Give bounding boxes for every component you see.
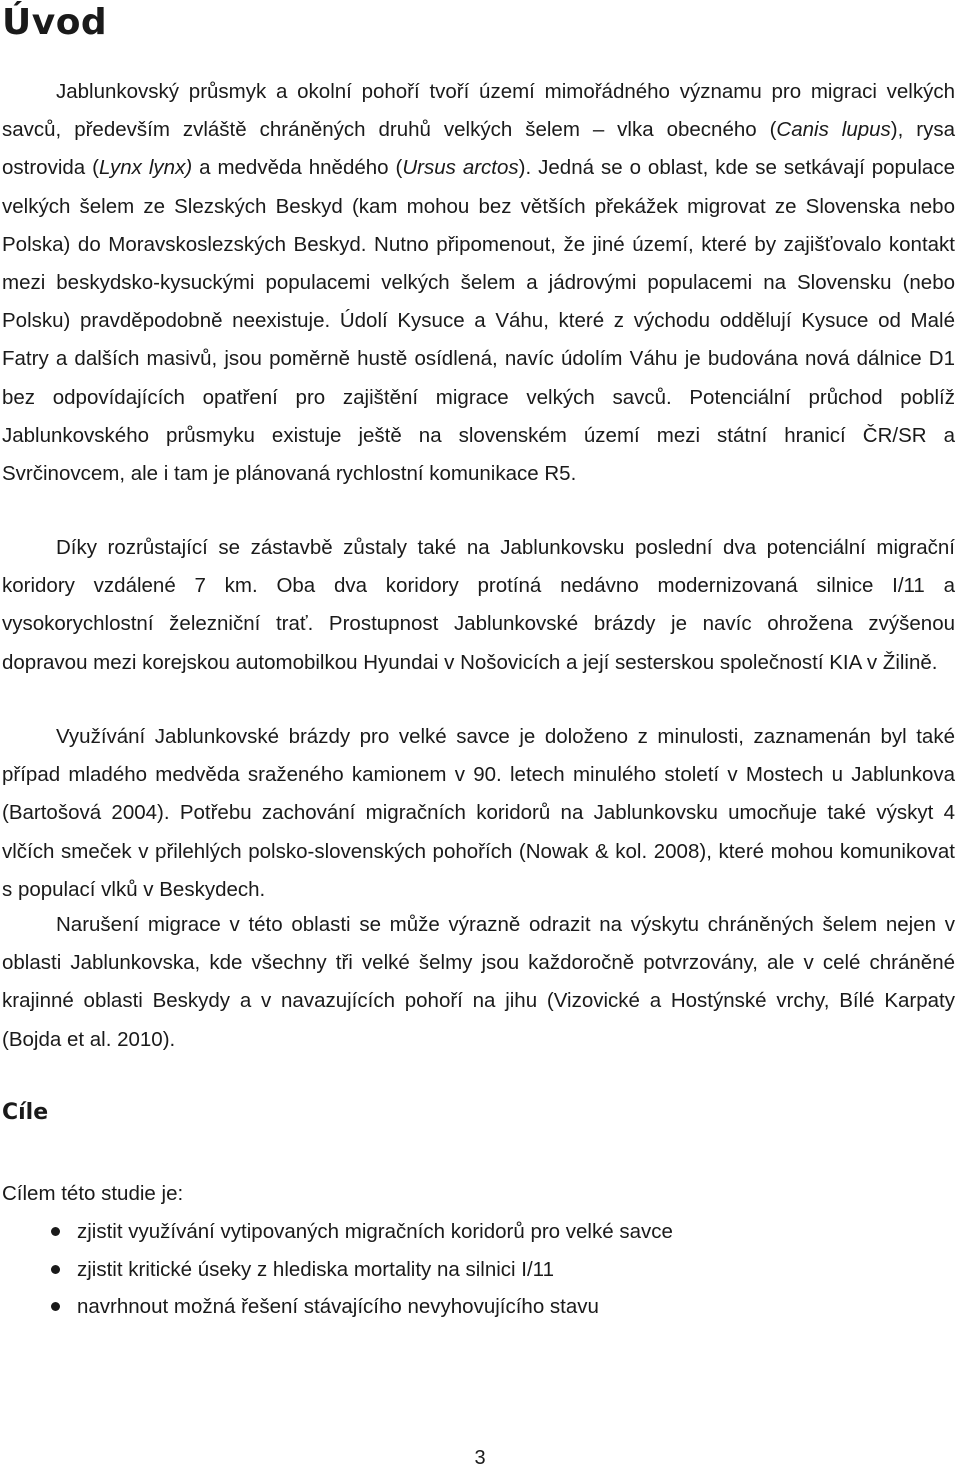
- p1-text-a: Jablunkovský průsmyk a okolní pohoří tvoří území mimořádného významu pro migraci velkých savců, především zvláště chráněných druhů velkých šelem – vlka obecného (: [2, 80, 955, 142]
- bullet-icon: [51, 1227, 60, 1236]
- page-title: Úvod: [2, 2, 108, 43]
- goals-intro: Cílem této studie je:: [2, 1182, 184, 1205]
- intro-paragraph-2: [2, 529, 955, 682]
- intro-paragraph-3: [2, 718, 955, 909]
- p2-text: Díky rozrůstající se zástavbě zůstaly také na Jablunkovsku poslední dva potenciální migrační koridory vzdálené 7 km. Oba dva koridory protíná nedávno modernizovaná silnice I/11 a vysokorychlostní železniční trať. Prostupnost Jablunkovské brázdy je navíc ohrožena zvýšenou dopravou mezi korejskou automobilkou Hyundai v Nošovicích a její sesterskou společností KIA v Žilině.: [2, 536, 955, 674]
- goal-text: navrhnout možná řešení stávajícího nevyhovujícího stavu: [77, 1295, 599, 1318]
- species-lynx-lynx: Lynx lynx): [98, 156, 193, 180]
- p1-text-b: ), rysa ostrovida (: [2, 118, 955, 180]
- goal-text: zjistit využívání vytipovaných migračních koridorů pro velké savce: [77, 1220, 673, 1243]
- p3-text: Využívání Jablunkovské brázdy pro velké savce je doloženo z minulosti, zaznamenán byl také případ mladého medvěda sraženého kamionem v 90. letech minulého století v Mostech u Jablunkova (Bartošová 2004). Potřebu zachování migračních koridorů na Jablunkovsku umocňuje také výskyt 4 vlčích smeček v přilehlých polsko-slovenských pohořích (Nowak & kol. 2008), které mohou komunikovat s populací vlků v Beskydech.: [2, 725, 955, 901]
- goal-text: zjistit kritické úseky z hlediska mortality na silnici I/11: [77, 1257, 554, 1281]
- p1-text-d: ). Jedná se o oblast, kde se setkávají populace velkých šelem ze Slezských Beskyd (kam mohou bez větších překážek migrovat ze Slovenska nebo Polska) do Moravskoslezských Beskyd. Nutno připomenout, že jiné území, které by zajišťovalo kontakt mezi beskydsko-kysuckými populacemi velkých šelem a jádrovými populacemi na Slovensku (nebo Polsku) pravděpodobně neexistuje. Údolí Kysuce a Váhu, které z východu oddělují Kysuce od Malé Fatry a dalších masivů, jsou poměrně hustě osídlená, navíc údolím Váhu je budována nová dálnice D1 bez odpovídajících opatření pro zajištění migrace velkých savců. Potenciální průchod poblíž Jablunkovského průsmyku existuje ještě na slovenském území mezi státní hranicí ČR/SR a Svrčinovcem, ale i tam je plánovaná rychlostní komunikace R5.: [2, 156, 955, 486]
- intro-paragraph-1: [2, 73, 955, 493]
- p4-text: Narušení migrace v této oblasti se může výrazně odrazit na výskytu chráněných šelem nejen v oblasti Jablunkovska, kde všechny tři velké šelmy jsou každoročně potvrzovány, ale v celé chráněné krajinné oblasti Beskydy a v navazujících pohoří na jihu (Vizovické a Hostýnské vrchy, Bílé Karpaty (Bojda et al. 2010).: [2, 913, 955, 1051]
- bullet-icon: [51, 1265, 60, 1274]
- section-title-goals: Cíle: [2, 1100, 49, 1125]
- page-number: 3: [474, 1447, 486, 1469]
- intro-paragraph-4: [2, 906, 955, 1059]
- species-ursus-arctos: Ursus arctos: [402, 156, 519, 180]
- bullet-icon: [51, 1302, 60, 1311]
- species-canis-lupus: Canis lupus: [776, 118, 891, 142]
- p1-text-c: a medvěda hnědého (: [192, 156, 403, 180]
